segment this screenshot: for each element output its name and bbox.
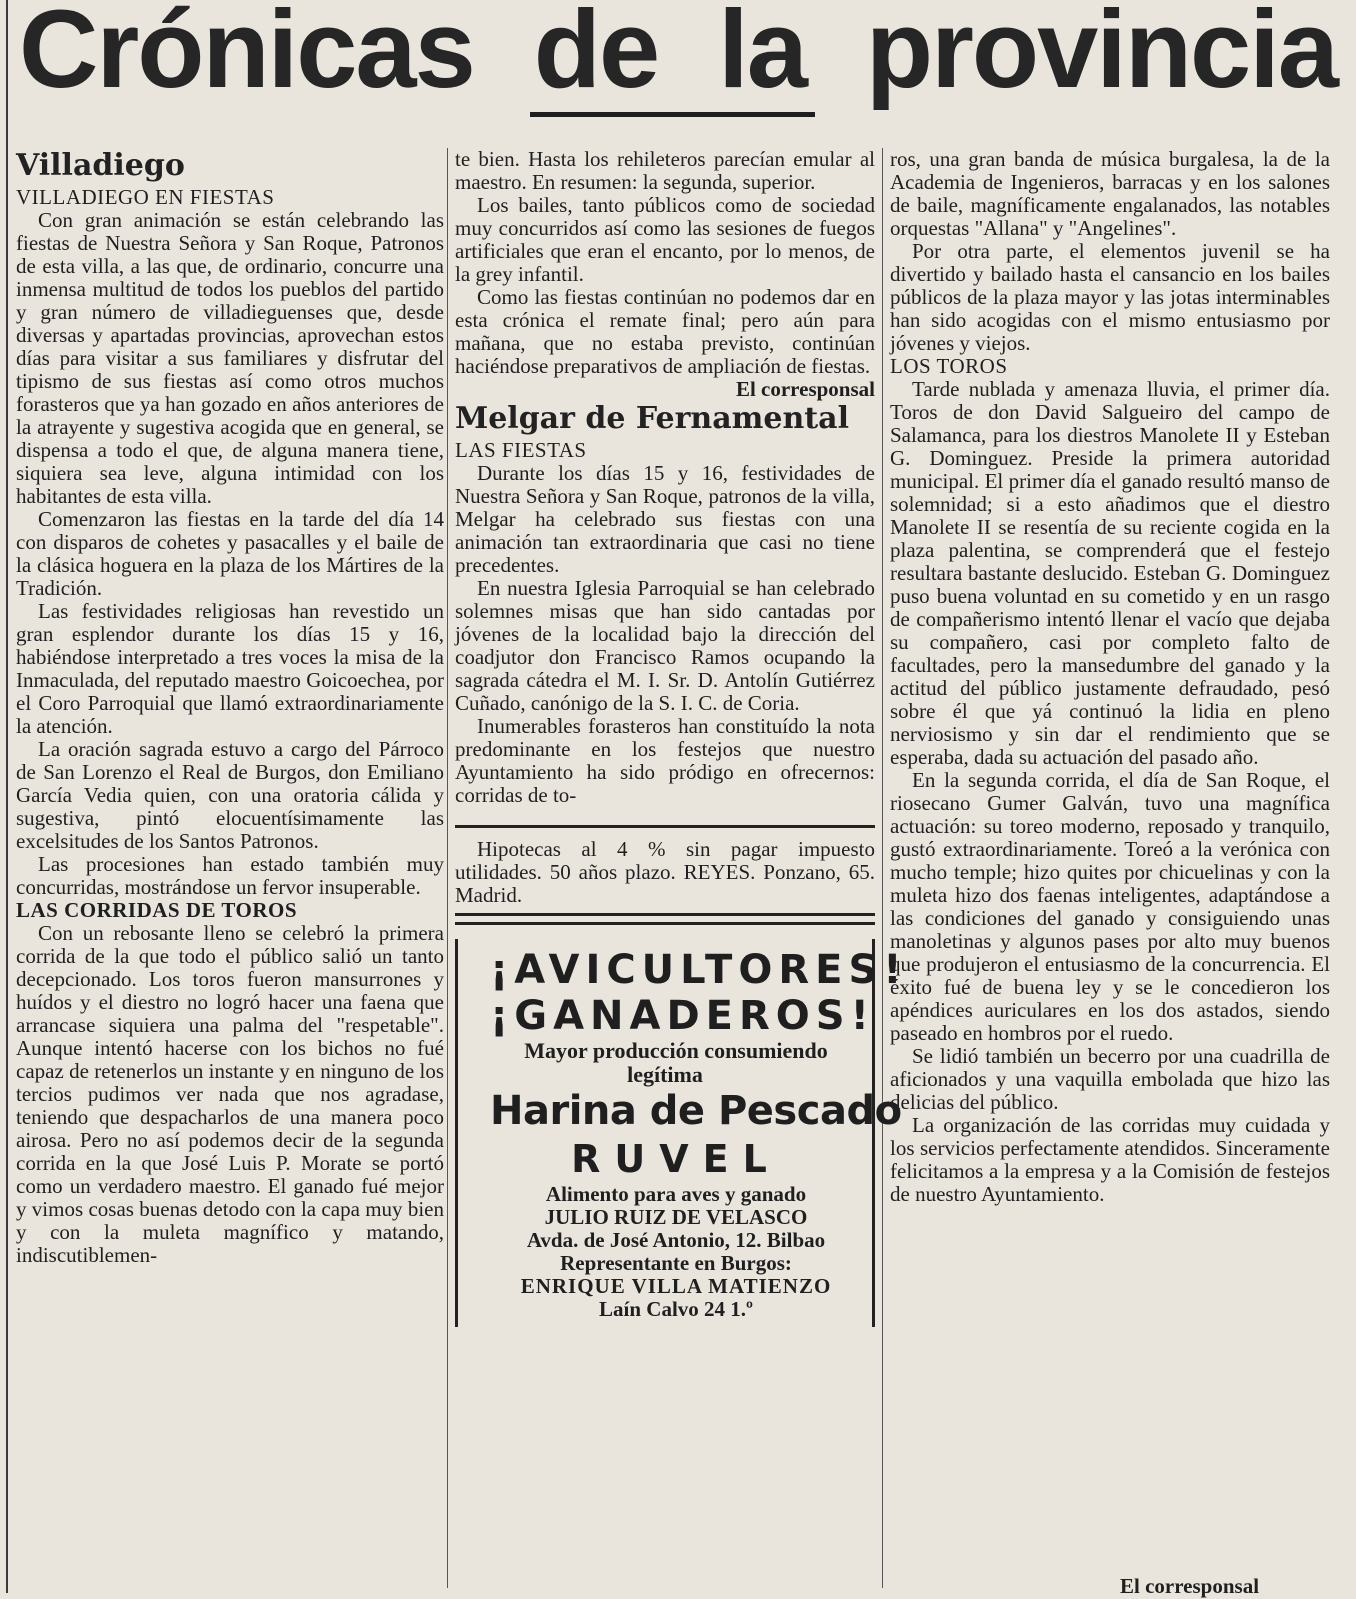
article-paragraph: En nuestra Iglesia Parroquial se han celebrado solemnes misas que han sido cantadas por jóvenes de la localidad bajo la dirección del coadjutor don Francisco Ramos ocupando la sagrada cátedra el M. I. Sr. D. Antolín Gutiérrez Cuñado, canónigo de la S. I. C. de Coria.: [455, 576, 875, 715]
title-underline: [530, 112, 815, 117]
classified-ad: Hipotecas al 4 % sin pagar impuesto utilidades. 50 años plazo. REYES. Ponzano, 65. Madrid.: [455, 837, 875, 907]
ad-line: Avda. de José Antonio, 12. Bilbao: [526, 1228, 826, 1252]
section-heading-villadiego: Villadiego: [16, 148, 185, 183]
article-paragraph: Por otra parte, el elementos juvenil se ha divertido y bailado hasta el cansancio en los bailes públicos de la plaza mayor y las jotas interminables han sido acogidas con el mismo entusiasmo por jóvenes y viejos.: [890, 239, 1330, 355]
title-word-1: Crónicas: [19, 0, 474, 111]
ad-brand: Harina de Pescado: [490, 1088, 902, 1134]
column-2: [455, 147, 908, 1327]
signature-melgar: El corresponsal: [1120, 1574, 1260, 1598]
column-rule-2: [882, 148, 883, 1588]
ad-brand-name: RUVEL: [571, 1137, 781, 1181]
ad-separator: [455, 825, 875, 828]
ad-line: ENRIQUE VILLA MATIENZO: [520, 1274, 832, 1298]
subheading-los-toros: LOS TOROS: [890, 354, 1008, 378]
advertisement: [455, 939, 908, 1327]
article-paragraph: La organización de las corridas muy cuidada y los servicios perfectamente atendidos. Sinceramente felicitamos a la empresa y a la Comisión de festejos de nuestro Ayuntamiento.: [890, 1113, 1330, 1206]
ad-line: JULIO RUIZ DE VELASCO: [544, 1205, 808, 1229]
article-paragraph: Tarde nublada y amenaza lluvia, el primer día. Toros de don David Salgueiro del campo de Salamanca, para los diestros Manolete II y Esteban G. Dominguez. Preside la primera autoridad municipal. El primer día el ganado resultó manso de solemnidad; si a esto añadimos que el diestro Manolete II se resentía de su reciente cogida en la plaza palentina, se comprenderá que el festejo resultara bastante deslucido. Esteban G. Dominguez puso buena voluntad en su cometido y en un rasgo de compañerismo intentó llenar el vacío que dejaba su compañero, casi por completo falto de facultades, pero la mansedumbre del ganado y la actitud del público justamente defraudado, pesó sobre él que yá continuó la lidia en pleno nerviosismo y sin dar el rendimiento que se esperaba, dada su actuación del pasado año.: [890, 377, 1330, 769]
page-edge-rule: [6, 0, 8, 1593]
signature: El corresponsal: [735, 377, 875, 401]
article-paragraph: En la segunda corrida, el día de San Roque, el riosecano Gumer Galván, tuvo una magnífica actuación: su toreo moderno, reposado y tranquilo, gustó extraordinariamente. Toreó a la verónica con mucho temple; hizo quites por chicuelinas y con la muleta hizo dos faenas inteligentes, adaptándose a las condiciones del ganado y consiguiendo unas manoletinas y algunos pases por alto muy buenos que produjeron el entusiasmo de la concurrencia. El éxito fué de buena ley y se le concedieron los apéndices auriculares en los dos astados, siendo paseado en hombros por el ruedo.: [890, 768, 1330, 1045]
article-paragraph-continued: te bien. Hasta los rehileteros parecían emular al maestro. En resumen: la segunda, superior.: [455, 147, 875, 194]
ad-headline-2: ¡GANADEROS!: [490, 993, 875, 1039]
title-word-3: la: [718, 0, 806, 111]
column-3: [890, 148, 1330, 1206]
ad-headline-1: ¡AVICULTORES!: [490, 947, 908, 993]
ad-double-rule: [455, 913, 875, 925]
subheading-corridas: LAS CORRIDAS DE TOROS: [16, 898, 298, 922]
article-paragraph: Durante los días 15 y 16, festividades de Nuestra Señora y San Roque, patronos de la villa, Melgar ha celebrado sus fiestas con una animación tan extraordinaria que casi no tiene precedentes.: [455, 461, 875, 577]
ad-line: Laín Calvo 24 1.º: [599, 1297, 753, 1321]
article-paragraph: Con un rebosante lleno se celebró la primera corrida de la que todo el público salió un tanto decepcionado. Los toros fueron mansurrones y huídos y el diestro no logró hacer una faena que arrancase siquiera una palma del "respetable". Aunque intentó hacerse con los bichos no fué capaz de retenerlos un instante y en ninguno de los tercios pudimos ver nada que nos agradase, teniendo que despacharlos de una manera poco airosa. Pero no así podemos decir de la segunda corrida en la que José Luis P. Morate se portó como un verdadero maestro. El ganado fué mejor y vimos cosas buenas detodo con la capa muy bien y con la muleta magnífico y matando, indiscutiblemen-: [16, 921, 444, 1267]
article-paragraph: Comenzaron las fiestas en la tarde del día 14 con disparos de cohetes y pasacalles y el baile de la clásica hoguera en la plaza de los Mártires de la Tradición.: [16, 507, 444, 600]
ad-line: Alimento para aves y ganado: [545, 1182, 807, 1206]
title-word-4: provincia: [865, 0, 1337, 111]
ad-line: Representante en Burgos:: [560, 1251, 792, 1275]
ad-tagline: Mayor producción consumiendo legítima: [524, 1038, 828, 1087]
article-paragraph: La oración sagrada estuvo a cargo del Párroco de San Lorenzo el Real de Burgos, don Emiliano García Vedia quien, con una oratoria cálida y sugestiva, pintó elocuentísimamente las excelsitudes de los Santos Patronos.: [16, 737, 444, 853]
article-paragraph: Las festividades religiosas han revestido un gran esplendor durante los días 15 y 16, habiéndose interpretado a tres voces la misa de la Inmaculada, del reputado maestro Goicoechea, por el Coro Parroquial que llamó extraordinariamente la atención.: [16, 599, 444, 738]
article-paragraph: Como las fiestas continúan no podemos dar en esta crónica el remate final; pero aún para mañana, que no estaba previsto, continúan haciéndose preparativos de ampliación de fiestas.: [455, 285, 875, 378]
article-paragraph: Se lidió también un becerro por una cuadrilla de aficionados y una vaquilla embolada que hizo las delicias del público.: [890, 1044, 1330, 1114]
article-paragraph: Las procesiones han estado también muy concurridas, mostrándose un fervor insuperable.: [16, 852, 444, 899]
column-rule-1: [447, 148, 448, 1588]
article-paragraph: Con gran animación se están celebrando las fiestas de Nuestra Señora y San Roque, Patronos de esta villa, a las que, de ordinario, concurre una inmensa multitud de todos los pueblos del partido y gran número de villadieguenses que, desde diversas y apartadas provincias, aprovechan estos días para visitar a sus familiares y disfrutar del tipismo de sus fiestas así como otros muchos forasteros que ya han gozado en años anteriores de la atrayente y sugestiva acogida que en general, se dispensa a todo el que, de alguna manera tiene, siquiera sea leve, alguna intimidad con los habitantes de esta villa.: [16, 208, 444, 508]
article-paragraph: Los bailes, tanto públicos como de sociedad muy concurridos así como las sesiones de fuegos artificiales que eran el encanto, por lo menos, de la grey infantil.: [455, 193, 875, 286]
column-1: [16, 148, 444, 1267]
title-word-2: de: [533, 0, 659, 111]
subheading-las-fiestas: LAS FIESTAS: [455, 438, 587, 462]
page-title: [0, 0, 1356, 110]
subheading-fiestas: VILLADIEGO EN FIESTAS: [16, 185, 275, 209]
article-paragraph: Inumerables forasteros han constituído la nota predominante en los festejos que nuestro Ayuntamiento ha sido pródigo en ofrecernos: corridas de to-: [455, 714, 875, 807]
article-paragraph-continued: ros, una gran banda de música burgalesa, la de la Academia de Ingenieros, barracas y en los salones de baile, magníficamente engalanados, las notables orquestas "Allana" y "Angelines".: [890, 147, 1330, 240]
section-heading-melgar: Melgar de Fernamental: [455, 401, 849, 436]
